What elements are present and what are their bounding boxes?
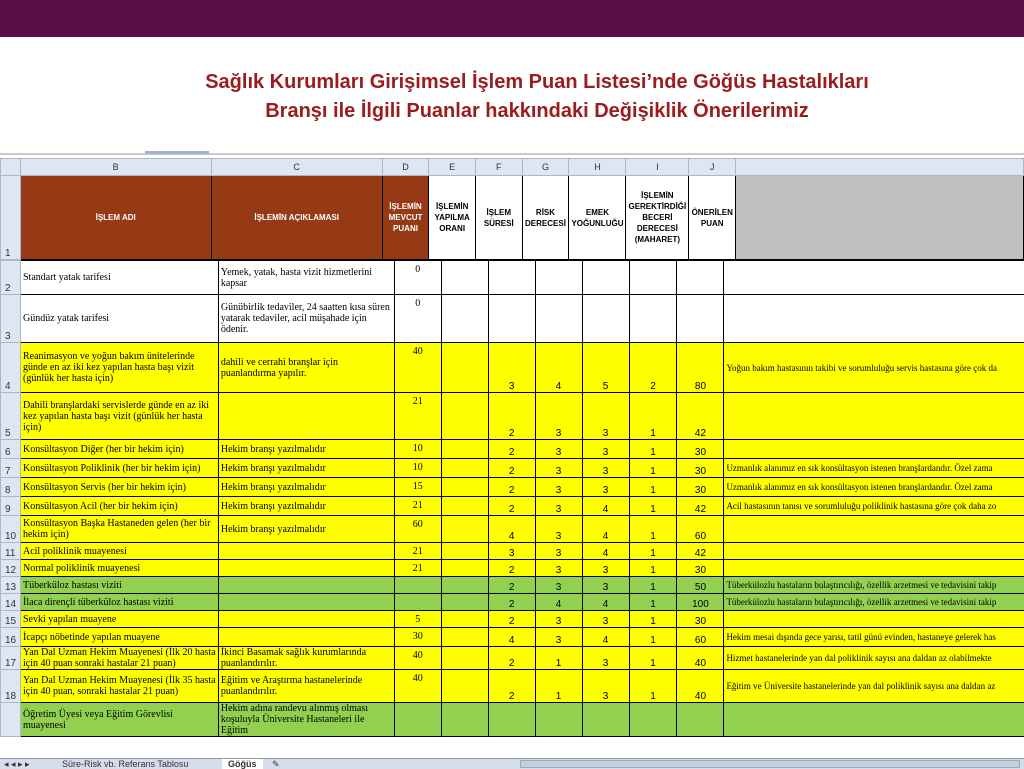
table-row — [1, 440, 1024, 459]
cell-beceri-derecesi[interactable]: 1 — [629, 594, 677, 611]
table-row — [1, 516, 1024, 543]
cell-yapilma-orani[interactable] — [441, 670, 488, 703]
table-row — [1, 497, 1024, 516]
cell-beceri-derecesi[interactable]: 1 — [629, 628, 677, 647]
cell-islem-adi[interactable]: Konsültasyon Poliklinik (her bir hekim için) — [20, 459, 218, 478]
cell-emek-yogunlugu[interactable]: 3 — [582, 670, 629, 703]
cell-risk-derecesi[interactable]: 3 — [535, 497, 582, 516]
cell-islem-suresi[interactable]: 2 — [488, 440, 535, 459]
cell-aciklama[interactable]: Eğitim ve Araştırma hastanelerinde puanlandırılır. — [218, 670, 394, 703]
table-row — [1, 343, 1024, 393]
cell-islem-adi[interactable]: Sevki yapılan muayene — [20, 611, 218, 628]
cell-islem-suresi[interactable]: 2 — [488, 497, 535, 516]
cell-aciklama[interactable]: İkinci Basamak sağlık kurumlarında puanlandırılır. — [218, 647, 394, 670]
cell-onerilen-puan[interactable]: 60 — [677, 516, 724, 543]
cell-onerilen-puan[interactable]: 42 — [677, 393, 724, 440]
cell-islem-adi[interactable]: Acil poliklinik muayenesi — [20, 543, 218, 560]
cell-yapilma-orani[interactable] — [441, 560, 488, 577]
cell-emek-yogunlugu[interactable]: 4 — [582, 594, 629, 611]
spreadsheet-grid — [0, 158, 1024, 260]
cell-yapilma-orani[interactable] — [441, 459, 488, 478]
row-header[interactable]: 18 — [1, 670, 21, 703]
cell-mevcut-puan[interactable]: 10 — [394, 440, 441, 459]
cell-onerilen-puan[interactable]: 42 — [677, 497, 724, 516]
cell-emek-yogunlugu[interactable] — [582, 295, 629, 343]
cell-mevcut-puan[interactable] — [394, 577, 441, 594]
header-mevcut-puan[interactable]: İŞLEMİN MEVCUT PUANI — [382, 176, 429, 260]
cell-islem-suresi[interactable]: 2 — [488, 478, 535, 497]
cell-islem-adi[interactable]: İlaca dirençli tüberküloz hastası viziti — [20, 594, 218, 611]
cell-emek-yogunlugu[interactable]: 4 — [582, 543, 629, 560]
cell-aciklama-notu[interactable] — [724, 560, 1024, 577]
cell-risk-derecesi[interactable] — [535, 261, 582, 295]
cell-islem-suresi[interactable]: 3 — [488, 343, 535, 393]
cell-onerilen-puan[interactable]: 30 — [677, 459, 724, 478]
cell-yapilma-orani[interactable] — [441, 703, 488, 737]
slide-title — [0, 68, 1024, 126]
cell-islem-adi[interactable]: Dahili branşlardaki servislerde günde en az iki kez yapılan hasta başı vizit (günlük her hasta için) — [20, 393, 218, 440]
row-header[interactable]: 1 — [1, 176, 21, 260]
row-header[interactable]: 11 — [1, 543, 21, 560]
row-header[interactable] — [1, 703, 21, 737]
cell-aciklama-notu[interactable]: Hizmet hastanelerinde yan dal poliklinik sayısı ana daldan az olabilmekte — [724, 647, 1024, 670]
cell-mevcut-puan[interactable]: 21 — [394, 560, 441, 577]
cell-islem-suresi[interactable]: 2 — [488, 393, 535, 440]
cell-yapilma-orani[interactable] — [441, 261, 488, 295]
cell-yapilma-orani[interactable] — [441, 478, 488, 497]
cell-onerilen-puan[interactable]: 30 — [677, 478, 724, 497]
cell-yapilma-orani[interactable] — [441, 594, 488, 611]
cell-aciklama-notu[interactable] — [724, 516, 1024, 543]
row-header[interactable]: 8 — [1, 478, 21, 497]
column-header-e[interactable]: E — [429, 159, 476, 176]
column-header-c[interactable]: C — [211, 159, 382, 176]
cell-onerilen-puan[interactable] — [677, 295, 724, 343]
cell-risk-derecesi[interactable]: 3 — [535, 478, 582, 497]
cell-risk-derecesi[interactable]: 3 — [535, 459, 582, 478]
cell-aciklama-notu[interactable]: Tüberkülozlu hastaların bulaştırıcılığı, özellik arzetmesi ve tedavisini takip — [724, 577, 1024, 594]
cell-emek-yogunlugu[interactable]: 5 — [582, 343, 629, 393]
cell-onerilen-puan[interactable]: 100 — [677, 594, 724, 611]
row-header[interactable]: 3 — [1, 295, 21, 343]
cell-islem-suresi[interactable] — [488, 261, 535, 295]
cell-onerilen-puan[interactable]: 30 — [677, 560, 724, 577]
cell-onerilen-puan[interactable]: 60 — [677, 628, 724, 647]
cell-islem-adi[interactable]: Standart yatak tarifesi — [20, 261, 218, 295]
cell-aciklama[interactable]: dahili ve cerrahi branşlar için puanlandırma yapılır. — [218, 343, 394, 393]
cell-onerilen-puan[interactable] — [677, 261, 724, 295]
cell-emek-yogunlugu[interactable] — [582, 703, 629, 737]
cell-risk-derecesi[interactable] — [535, 295, 582, 343]
cell-aciklama[interactable] — [218, 594, 394, 611]
cell-risk-derecesi[interactable]: 3 — [535, 393, 582, 440]
cell-beceri-derecesi[interactable]: 1 — [629, 670, 677, 703]
cell-yapilma-orani[interactable] — [441, 295, 488, 343]
row-header[interactable]: 12 — [1, 560, 21, 577]
cell-islem-suresi[interactable]: 2 — [488, 594, 535, 611]
cell-yapilma-orani[interactable] — [441, 628, 488, 647]
cell-islem-adi[interactable]: İcapçı nöbetinde yapılan muayene — [20, 628, 218, 647]
cell-islem-suresi[interactable] — [488, 703, 535, 737]
header-beceri-derecesi[interactable]: İŞLEMİN GEREKTİRDİĞİ BECERİ DERECESİ (MAHARET) — [626, 176, 689, 260]
cell-aciklama[interactable] — [218, 577, 394, 594]
cell-beceri-derecesi[interactable]: 1 — [629, 440, 677, 459]
cell-mevcut-puan[interactable]: 21 — [394, 497, 441, 516]
cell-aciklama[interactable] — [218, 628, 394, 647]
row-header[interactable]: 10 — [1, 516, 21, 543]
column-header-b[interactable]: B — [20, 159, 211, 176]
sheet-tab-referans[interactable]: Süre-Risk vb. Referans Tablosu — [62, 759, 188, 769]
cell-islem-adi[interactable]: Yan Dal Uzman Hekim Muayenesi (İlk 35 hasta için 40 puan, sonraki hastalar 21 puan) — [20, 670, 218, 703]
cell-aciklama-notu[interactable] — [724, 393, 1024, 440]
cell-aciklama-notu[interactable] — [724, 261, 1024, 295]
cell-onerilen-puan[interactable]: 80 — [677, 343, 724, 393]
cell-beceri-derecesi[interactable] — [629, 703, 677, 737]
table-row — [1, 611, 1024, 628]
row-header[interactable]: 2 — [1, 261, 21, 295]
cell-emek-yogunlugu[interactable]: 4 — [582, 497, 629, 516]
cell-onerilen-puan[interactable] — [677, 703, 724, 737]
cell-beceri-derecesi[interactable]: 1 — [629, 393, 677, 440]
cell-risk-derecesi[interactable]: 1 — [535, 647, 582, 670]
cell-onerilen-puan[interactable]: 40 — [677, 670, 724, 703]
cell-aciklama[interactable]: Yemek, yatak, hasta vizit hizmetlerini kapsar — [218, 261, 394, 295]
cell-yapilma-orani[interactable] — [441, 497, 488, 516]
cell-islem-suresi[interactable]: 2 — [488, 459, 535, 478]
cell-mevcut-puan[interactable]: 40 — [394, 647, 441, 670]
cell-islem-adi[interactable]: Normal poliklinik muayenesi — [20, 560, 218, 577]
cell-beceri-derecesi[interactable]: 1 — [629, 516, 677, 543]
cell-yapilma-orani[interactable] — [441, 516, 488, 543]
cell-risk-derecesi[interactable]: 3 — [535, 611, 582, 628]
cell-aciklama[interactable]: Hekim branşı yazılmalıdır — [218, 459, 394, 478]
cell-emek-yogunlugu[interactable]: 3 — [582, 459, 629, 478]
cell-mevcut-puan[interactable]: 21 — [394, 543, 441, 560]
cell-aciklama-notu[interactable] — [724, 611, 1024, 628]
cell-aciklama[interactable]: Günübirlik tedaviler, 24 saatten kısa süren yatarak tedaviler, acil müşahade için ödenir. — [218, 295, 394, 343]
cell-islem-adi[interactable]: Konsültasyon Acil (her bir hekim için) — [20, 497, 218, 516]
cell-emek-yogunlugu[interactable] — [582, 261, 629, 295]
horizontal-scrollbar[interactable] — [520, 760, 1020, 768]
cell-islem-suresi[interactable]: 4 — [488, 516, 535, 543]
header-islemin-aciklamasi[interactable]: İŞLEMİN AÇIKLAMASI — [211, 176, 382, 260]
cell-mevcut-puan[interactable]: 40 — [394, 343, 441, 393]
header-islem-adi[interactable]: İŞLEM ADI — [20, 176, 211, 260]
cell-islem-suresi[interactable]: 2 — [488, 647, 535, 670]
cell-emek-yogunlugu[interactable]: 4 — [582, 628, 629, 647]
cell-islem-adi[interactable]: Yan Dal Uzman Hekim Muayenesi (İlk 20 hasta için 40 puan sonraki hastalar 21 puan) — [20, 647, 218, 670]
cell-mevcut-puan[interactable] — [394, 594, 441, 611]
row-header[interactable]: 7 — [1, 459, 21, 478]
table-row — [1, 647, 1024, 670]
cell-islem-adi[interactable]: Tüberküloz hastası viziti — [20, 577, 218, 594]
cell-emek-yogunlugu[interactable]: 3 — [582, 560, 629, 577]
cell-beceri-derecesi[interactable]: 1 — [629, 543, 677, 560]
cell-emek-yogunlugu[interactable]: 4 — [582, 516, 629, 543]
row-header[interactable]: 17 — [1, 647, 21, 670]
cell-onerilen-puan[interactable]: 30 — [677, 611, 724, 628]
cell-beceri-derecesi[interactable]: 1 — [629, 611, 677, 628]
ribbon-tab-marker — [145, 151, 209, 154]
cell-beceri-derecesi[interactable] — [629, 261, 677, 295]
cell-onerilen-puan[interactable]: 50 — [677, 577, 724, 594]
new-sheet-tab[interactable]: ✎ — [272, 759, 280, 769]
header-islem-suresi[interactable]: İŞLEM SÜRESİ — [476, 176, 522, 260]
cell-islem-suresi[interactable]: 2 — [488, 670, 535, 703]
cell-risk-derecesi[interactable]: 3 — [535, 577, 582, 594]
cell-islem-suresi[interactable]: 2 — [488, 611, 535, 628]
cell-yapilma-orani[interactable] — [441, 393, 488, 440]
table-row — [1, 594, 1024, 611]
cell-risk-derecesi[interactable]: 1 — [535, 670, 582, 703]
cell-islem-adi[interactable]: Konsültasyon Servis (her bir hekim için) — [20, 478, 218, 497]
cell-risk-derecesi[interactable]: 3 — [535, 628, 582, 647]
row-header[interactable]: 13 — [1, 577, 21, 594]
cell-beceri-derecesi[interactable]: 1 — [629, 647, 677, 670]
cell-aciklama[interactable]: Hekim branşı yazılmalıdır — [218, 497, 394, 516]
column-header-h[interactable]: H — [569, 159, 626, 176]
cell-mevcut-puan[interactable]: 21 — [394, 393, 441, 440]
cell-islem-suresi[interactable]: 2 — [488, 560, 535, 577]
cell-risk-derecesi[interactable]: 3 — [535, 440, 582, 459]
header-risk-derecesi[interactable]: RİSK DERECESİ — [522, 176, 569, 260]
table-row — [1, 393, 1024, 440]
cell-risk-derecesi[interactable]: 3 — [535, 560, 582, 577]
slide-title-line-2: Branşı ile İlgili Puanlar hakkındaki Değişiklik Önerilerimiz — [50, 97, 1024, 126]
table-row — [1, 478, 1024, 497]
cell-aciklama[interactable]: Hekim branşı yazılmalıdır — [218, 516, 394, 543]
cell-onerilen-puan[interactable]: 40 — [677, 647, 724, 670]
cell-aciklama[interactable] — [218, 543, 394, 560]
row-header[interactable]: 4 — [1, 343, 21, 393]
cell-risk-derecesi[interactable]: 3 — [535, 516, 582, 543]
table-row — [1, 261, 1024, 295]
cell-aciklama[interactable] — [218, 393, 394, 440]
table-row — [1, 459, 1024, 478]
spreadsheet-body — [0, 260, 1024, 737]
table-row — [1, 577, 1024, 594]
slide-title-line-1: Sağlık Kurumları Girişimsel İşlem Puan Listesi’nde Göğüs Hastalıkları — [50, 68, 1024, 97]
cell-beceri-derecesi[interactable]: 1 — [629, 560, 677, 577]
cell-islem-suresi[interactable]: 4 — [488, 628, 535, 647]
cell-beceri-derecesi[interactable]: 1 — [629, 577, 677, 594]
row-header[interactable]: 9 — [1, 497, 21, 516]
select-all-corner[interactable] — [1, 159, 21, 176]
row-header[interactable]: 5 — [1, 393, 21, 440]
cell-yapilma-orani[interactable] — [441, 647, 488, 670]
cell-islem-suresi[interactable] — [488, 295, 535, 343]
cell-mevcut-puan[interactable]: 30 — [394, 628, 441, 647]
cell-aciklama[interactable] — [218, 611, 394, 628]
header-onerilen-puan[interactable]: ÖNERİLEN PUAN — [689, 176, 736, 260]
row-header[interactable]: 6 — [1, 440, 21, 459]
row-header[interactable]: 14 — [1, 594, 21, 611]
cell-beceri-derecesi[interactable]: 1 — [629, 459, 677, 478]
row-header[interactable]: 16 — [1, 628, 21, 647]
table-row — [1, 295, 1024, 343]
cell-mevcut-puan[interactable]: 0 — [394, 261, 441, 295]
cell-mevcut-puan[interactable]: 5 — [394, 611, 441, 628]
cell-yapilma-orani[interactable] — [441, 611, 488, 628]
cell-onerilen-puan[interactable]: 30 — [677, 440, 724, 459]
table-row — [1, 670, 1024, 703]
cell-risk-derecesi[interactable] — [535, 703, 582, 737]
cell-emek-yogunlugu[interactable]: 3 — [582, 478, 629, 497]
slide-top-bar — [0, 0, 1024, 37]
cell-emek-yogunlugu[interactable]: 3 — [582, 440, 629, 459]
sheet-tab-bar — [0, 758, 1024, 769]
cell-aciklama[interactable]: Hekim branşı yazılmalıdır — [218, 440, 394, 459]
column-header-g[interactable]: G — [522, 159, 569, 176]
column-header-i[interactable]: I — [626, 159, 689, 176]
cell-emek-yogunlugu[interactable]: 3 — [582, 393, 629, 440]
cell-beceri-derecesi[interactable]: 1 — [629, 497, 677, 516]
cell-yapilma-orani[interactable] — [441, 343, 488, 393]
cell-aciklama-notu[interactable]: Uzmanlık alanımız en sık konsültasyon istenen branşlardandır. Özel zama — [724, 478, 1024, 497]
cell-aciklama-notu[interactable] — [724, 703, 1024, 737]
column-header-k[interactable] — [736, 159, 1024, 176]
cell-yapilma-orani[interactable] — [441, 440, 488, 459]
cell-mevcut-puan[interactable]: 15 — [394, 478, 441, 497]
cell-risk-derecesi[interactable]: 4 — [535, 594, 582, 611]
cell-aciklama-notu[interactable]: Eğitim ve Üniversite hastanelerinde yan dal poliklinik sayısı ana daldan az — [724, 670, 1024, 703]
column-header-f[interactable]: F — [476, 159, 522, 176]
cell-emek-yogunlugu[interactable]: 3 — [582, 611, 629, 628]
table-row — [1, 628, 1024, 647]
sheet-nav-arrows[interactable]: ◂ ◂ ▸ ▸ — [4, 759, 30, 769]
cell-aciklama-notu[interactable] — [724, 543, 1024, 560]
cell-islem-adi[interactable]: Öğretim Üyesi veya Eğitim Görevlisi muayenesi — [20, 703, 218, 737]
cell-onerilen-puan[interactable]: 42 — [677, 543, 724, 560]
cell-aciklama-notu[interactable] — [724, 440, 1024, 459]
cell-islem-suresi[interactable]: 3 — [488, 543, 535, 560]
row-header[interactable]: 15 — [1, 611, 21, 628]
cell-yapilma-orani[interactable] — [441, 577, 488, 594]
header-emek-yogunlugu[interactable]: EMEK YOĞUNLUĞU — [569, 176, 626, 260]
cell-aciklama[interactable] — [218, 560, 394, 577]
cell-aciklama-notu[interactable]: Acil hastasının tanısı ve sorumluluğu poliklinik hastasına göre çok daha zo — [724, 497, 1024, 516]
cell-islem-adi[interactable]: Konsültasyon Diğer (her bir hekim için) — [20, 440, 218, 459]
spreadsheet — [0, 158, 1024, 758]
cell-beceri-derecesi[interactable]: 1 — [629, 478, 677, 497]
cell-aciklama-notu[interactable]: Uzmanlık alanımız en sık konsültasyon istenen branşlardandır. Özel zama — [724, 459, 1024, 478]
column-header-d[interactable]: D — [382, 159, 429, 176]
cell-islem-adi[interactable]: Reanimasyon ve yoğun bakım ünitelerinde günde en az iki kez yapılan hasta başı vizit (günlük her hasta için) — [20, 343, 218, 393]
cell-mevcut-puan[interactable]: 0 — [394, 295, 441, 343]
cell-aciklama-notu[interactable]: Yoğun bakım hastasının takibi ve sorumluluğu servis hastasına göre çok da — [724, 343, 1024, 393]
cell-aciklama-notu[interactable]: Tüberkülozlu hastaların bulaştırıcılığı, özellik arzetmesi ve tedavisini takip — [724, 594, 1024, 611]
cell-aciklama-notu[interactable]: Hekim mesai dışında gece yarısı, tatil günü evinden, hastaneye gelerek has — [724, 628, 1024, 647]
table-row — [1, 560, 1024, 577]
cell-aciklama[interactable]: Hekim adına randevu alınmış olması koşuluyla Üniversite Hastaneleri ile Eğitim — [218, 703, 394, 737]
cell-risk-derecesi[interactable]: 3 — [535, 543, 582, 560]
cell-beceri-derecesi[interactable] — [629, 295, 677, 343]
cell-yapilma-orani[interactable] — [441, 543, 488, 560]
column-header-j[interactable]: J — [689, 159, 736, 176]
table-row — [1, 703, 1024, 737]
cell-aciklama-notu[interactable] — [724, 295, 1024, 343]
cell-emek-yogunlugu[interactable]: 3 — [582, 647, 629, 670]
cell-risk-derecesi[interactable]: 4 — [535, 343, 582, 393]
cell-islem-adi[interactable]: Gündüz yatak tarifesi — [20, 295, 218, 343]
cell-aciklama[interactable]: Hekim branşı yazılmalıdır — [218, 478, 394, 497]
header-yapilma-orani[interactable]: İŞLEMİN YAPILMA ORANI — [429, 176, 476, 260]
cell-beceri-derecesi[interactable]: 2 — [629, 343, 677, 393]
table-row — [1, 543, 1024, 560]
cell-mevcut-puan[interactable]: 40 — [394, 670, 441, 703]
cell-islem-adi[interactable]: Konsültasyon Başka Hastaneden gelen (her bir hekim için) — [20, 516, 218, 543]
cell-mevcut-puan[interactable]: 10 — [394, 459, 441, 478]
cell-mevcut-puan[interactable] — [394, 703, 441, 737]
sheet-tab-gogus[interactable]: Göğüs — [222, 759, 263, 769]
header-note-column[interactable] — [736, 176, 1024, 260]
cell-islem-suresi[interactable]: 2 — [488, 577, 535, 594]
cell-mevcut-puan[interactable]: 60 — [394, 516, 441, 543]
cell-emek-yogunlugu[interactable]: 3 — [582, 577, 629, 594]
